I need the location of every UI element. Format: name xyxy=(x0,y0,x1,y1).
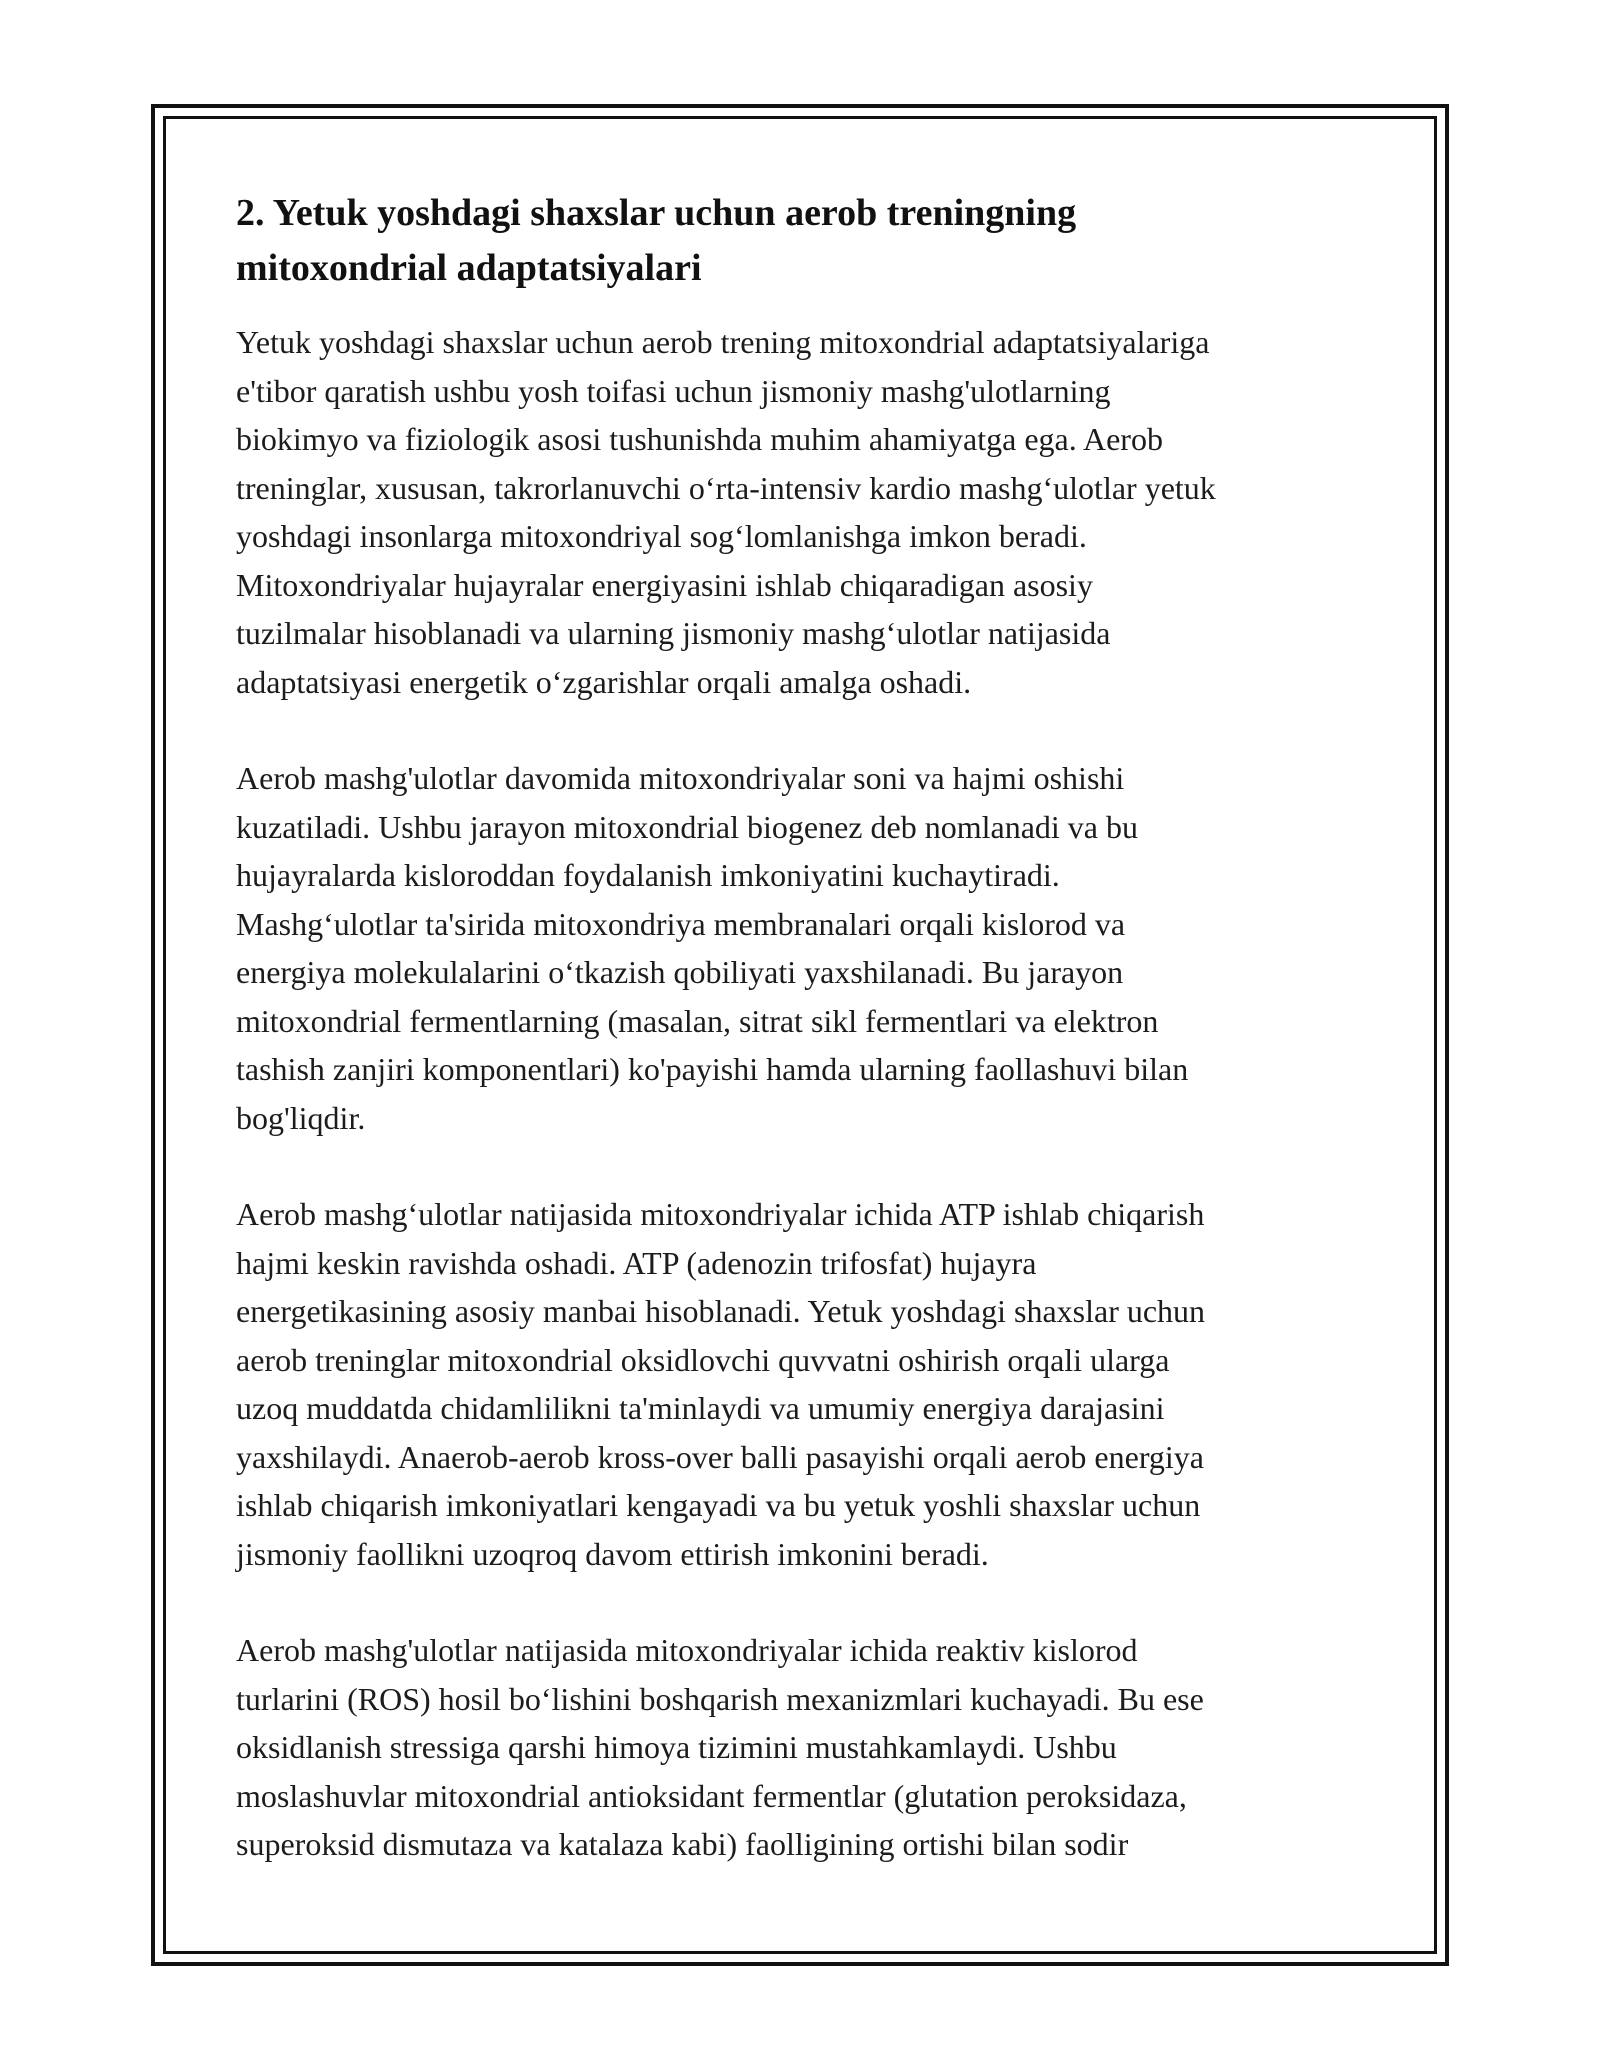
text-line: tuzilmalar hisoblanadi va ularning jismoniy mashg‘ulotlar natijasida xyxy=(236,615,1111,651)
paragraph-4 xyxy=(236,1626,1370,1869)
text-line: aerob treninglar mitoxondrial oksidlovchi quvvatni oshirish orqali ularga xyxy=(236,1341,1170,1378)
paragraph-3 xyxy=(236,1190,1370,1578)
text-line: uzoq muddatda chidamlilikni ta'minlaydi va umumiy energiya darajasini xyxy=(236,1390,1165,1426)
paragraph-2 xyxy=(236,754,1370,1142)
text-line: superoksid dismutaza va katalaza kabi) faolligining ortishi bilan sodir xyxy=(236,1826,1129,1862)
text-line: Aerob mashg‘ulotlar natijasida mitoxondriyalar ichida ATP ishlab chiqarish xyxy=(236,1196,1205,1232)
text-line: bog'liqdir. xyxy=(236,1099,366,1136)
text-line: moslashuvlar mitoxondrial antioksidant fermentlar (glutation peroksidaza, xyxy=(236,1777,1187,1814)
heading-line: 2. Yetuk yoshdagi shaxslar uchun aerob treningning xyxy=(236,192,1077,234)
text-line: Mashg‘ulotlar ta'sirida mitoxondriya membranalari orqali kislorod va xyxy=(236,905,1126,942)
text-line: mitoxondrial fermentlarning (masalan, sitrat sikl fermentlari va elektron xyxy=(236,1002,1159,1039)
text-line: hajmi keskin ravishda oshadi. ATP (adenozin trifosfat) hujayra xyxy=(236,1244,1037,1281)
text-line: e'tibor qaratish ushbu yosh toifasi uchun jismoniy mashg'ulotlarning xyxy=(236,372,1111,409)
text-line: turlarini (ROS) hosil bo‘lishini boshqarish mexanizmlari kuchayadi. Bu ese xyxy=(236,1680,1204,1717)
text-line: Yetuk yoshdagi shaxslar uchun aerob trening mitoxondrial adaptatsiyalariga xyxy=(236,324,1210,360)
text-line: Aerob mashg'ulotlar natijasida mitoxondriyalar ichida reaktiv kislorod xyxy=(236,1632,1138,1668)
section-heading xyxy=(236,186,1370,296)
text-line: Mitoxondriyalar hujayralar energiyasini ishlab chiqaradigan asosiy xyxy=(236,566,1093,603)
text-line: tashish zanjiri komponentlari) ko'payishi hamda ularning faollashuvi bilan xyxy=(236,1051,1189,1087)
text-line: yoshdagi insonlarga mitoxondriyal sog‘lomlanishga imkon beradi. xyxy=(236,518,1087,554)
text-line: Aerob mashg'ulotlar davomida mitoxondriyalar soni va hajmi oshishi xyxy=(236,760,1125,796)
text-line: yaxshilaydi. Anaerob-aerob kross-over balli pasayishi orqali aerob energiya xyxy=(236,1438,1204,1475)
text-line: jismoniy faollikni uzoqroq davom ettirish imkonini beradi. xyxy=(236,1535,989,1572)
document-body xyxy=(236,186,1370,1917)
text-line: biokimyo va fiziologik asosi tushunishda muhim ahamiyatga ega. Aerob xyxy=(236,421,1163,457)
text-line: hujayralarda kisloroddan foydalanish imkoniyatini kuchaytiradi. xyxy=(236,857,1060,893)
text-line: adaptatsiyasi energetik o‘zgarishlar orqali amalga oshadi. xyxy=(236,663,972,700)
text-line: kuzatiladi. Ushbu jarayon mitoxondrial biogenez deb nomlanadi va bu xyxy=(236,808,1138,845)
paragraph-1 xyxy=(236,318,1370,706)
text-line: treninglar, xususan, takrorlanuvchi o‘rta-intensiv kardio mashg‘ulotlar yetuk xyxy=(236,469,1216,506)
text-line: energiya molekulalarini o‘tkazish qobiliyati yaxshilanadi. Bu jarayon xyxy=(236,954,1124,990)
heading-line: mitoxondrial adaptatsiyalari xyxy=(236,247,702,289)
text-line: oksidlanish stressiga qarshi himoya tizimini mustahkamlaydi. Ushbu xyxy=(236,1729,1117,1765)
text-line: energetikasining asosiy manbai hisoblanadi. Yetuk yoshdagi shaxslar uchun xyxy=(236,1293,1206,1329)
text-line: ishlab chiqarish imkoniyatlari kengayadi va bu yetuk yoshli shaxslar uchun xyxy=(236,1487,1201,1523)
